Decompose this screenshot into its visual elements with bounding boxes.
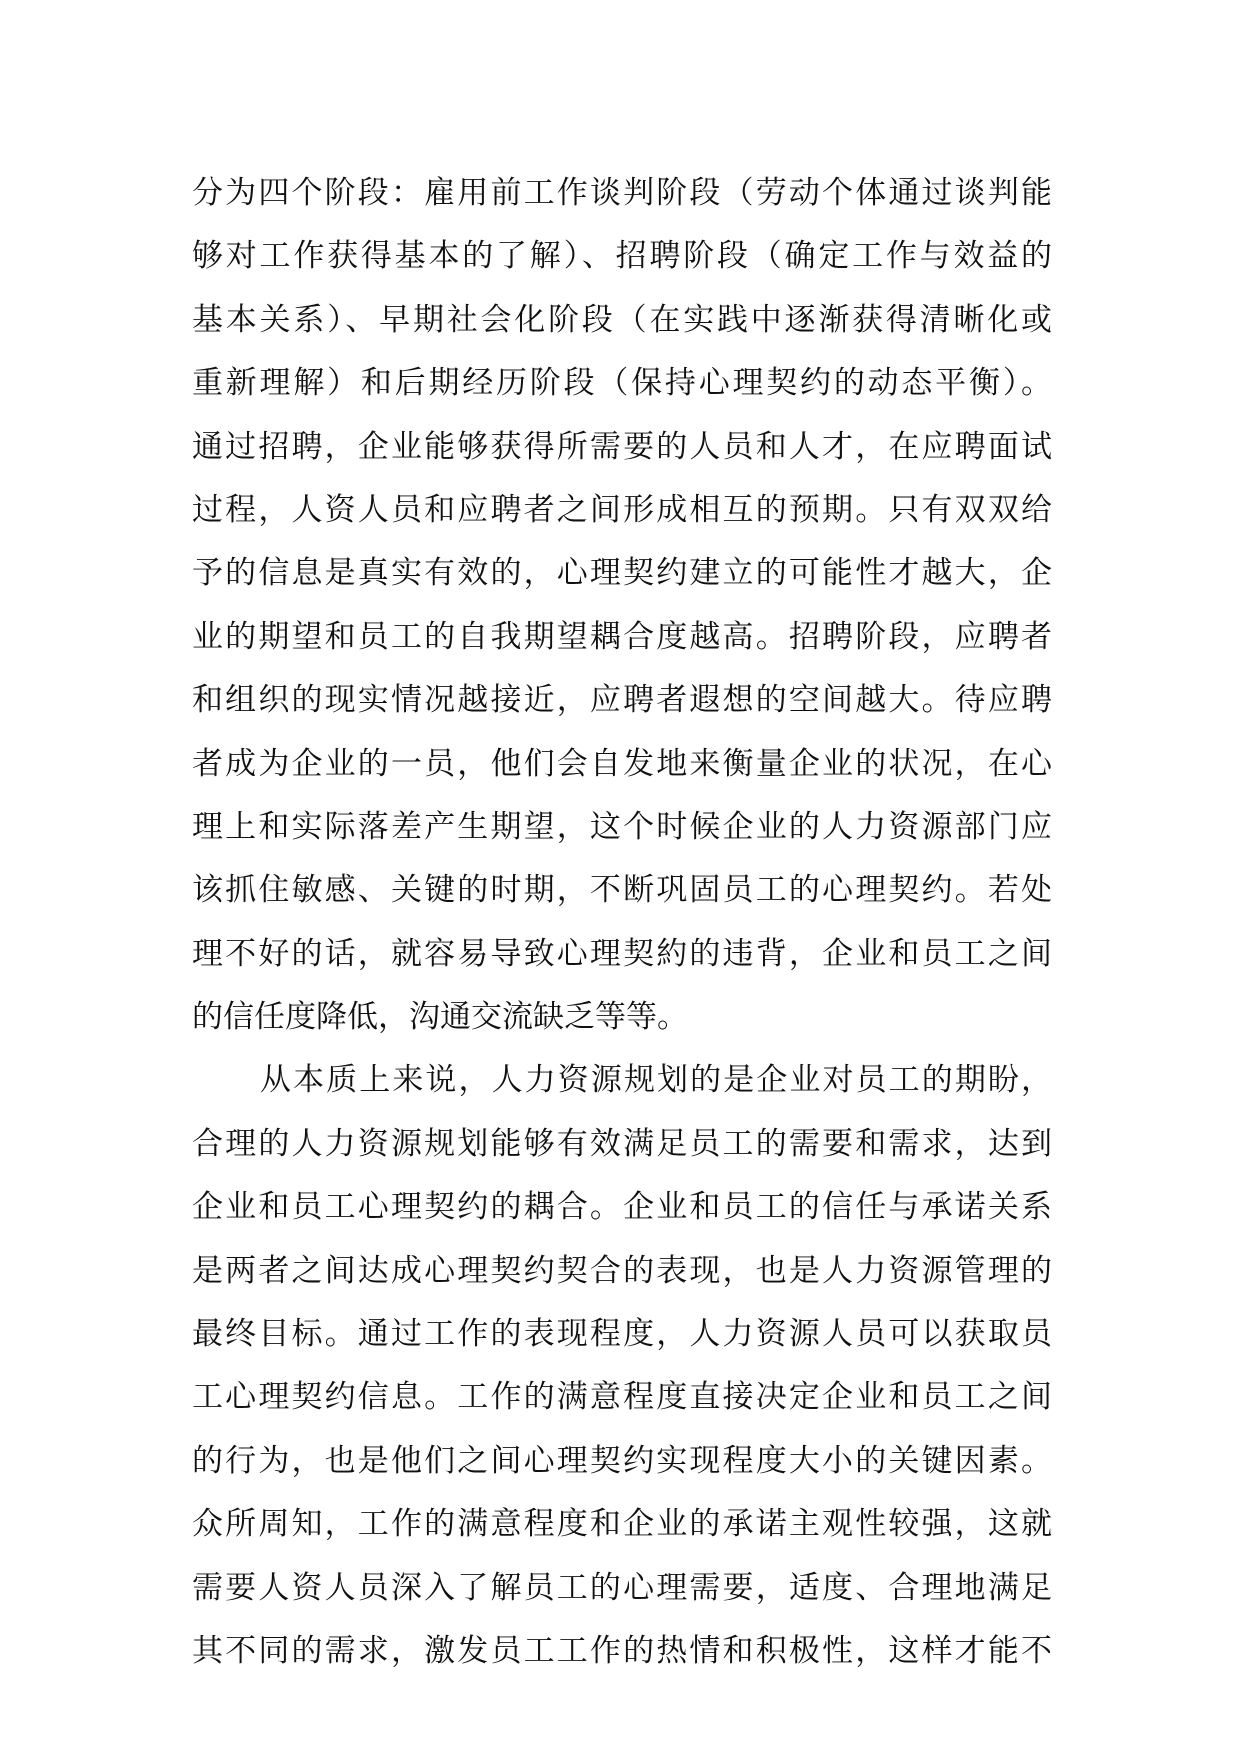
text-line: 需要人资人员深入了解员工的心理需要，适度、合理地满足 — [192, 1569, 1052, 1606]
paragraph-first-line: 从本质上来说，人力资源规划的是企业对员工的期盼， — [260, 1062, 1052, 1099]
body-text — [192, 162, 1052, 1683]
text-line: 理上和实际落差产生期望，这个时候企业的人力资源部门应 — [192, 808, 1052, 845]
text-line: 基本关系）、早期社会化阶段（在实践中逐渐获得清晰化或 — [192, 301, 1052, 338]
text-line: 的行为，也是他们之间心理契约实现程度大小的关键因素。 — [192, 1442, 1052, 1479]
text-line: 是两者之间达成心理契约契合的表现，也是人力资源管理的 — [192, 1252, 1052, 1289]
text-line: 予的信息是真实有效的，心理契约建立的可能性才越大，企 — [192, 555, 1052, 592]
text-line: 其不同的需求，激发员工工作的热情和积极性，这样才能不 — [192, 1632, 1052, 1669]
text-line: 和组织的现实情况越接近，应聘者遐想的空间越大。待应聘 — [192, 682, 1052, 719]
text-line: 企业和员工心理契约的耦合。企业和员工的信任与承诺关系 — [192, 1189, 1052, 1226]
text-line: 过程，人资人员和应聘者之间形成相互的预期。只有双双给 — [192, 491, 1052, 528]
text-line: 工心理契约信息。工作的满意程度直接决定企业和员工之间 — [192, 1379, 1052, 1416]
text-line: 够对工作获得基本的了解）、招聘阶段（确定工作与效益的 — [192, 238, 1052, 275]
paragraph-end-line: 的信任度降低，沟通交流缺乏等等。 — [192, 999, 688, 1036]
text-line: 者成为企业的一员，他们会自发地来衡量企业的状况，在心 — [192, 745, 1052, 782]
text-line: 分为四个阶段：雇用前工作谈判阶段（劳动个体通过谈判能 — [192, 175, 1052, 211]
text-line: 最终目标。通过工作的表现程度，人力资源人员可以获取员 — [192, 1316, 1052, 1353]
text-line: 重新理解）和后期经历阶段（保持心理契约的动态平衡）。 — [192, 365, 1052, 402]
text-line: 该抓住敏感、关键的时期，不断巩固员工的心理契约。若处 — [192, 872, 1052, 909]
text-line: 业的期望和员工的自我期望耦合度越高。招聘阶段，应聘者 — [192, 618, 1052, 655]
text-line: 合理的人力资源规划能够有效满足员工的需要和需求，达到 — [192, 1125, 1052, 1162]
text-line: 众所周知，工作的满意程度和企业的承诺主观性较强，这就 — [192, 1506, 1052, 1543]
text-line: 通过招聘，企业能够获得所需要的人员和人才，在应聘面试 — [192, 428, 1052, 465]
text-line: 理不好的话，就容易导致心理契約的违背，企业和员工之间 — [192, 935, 1052, 972]
